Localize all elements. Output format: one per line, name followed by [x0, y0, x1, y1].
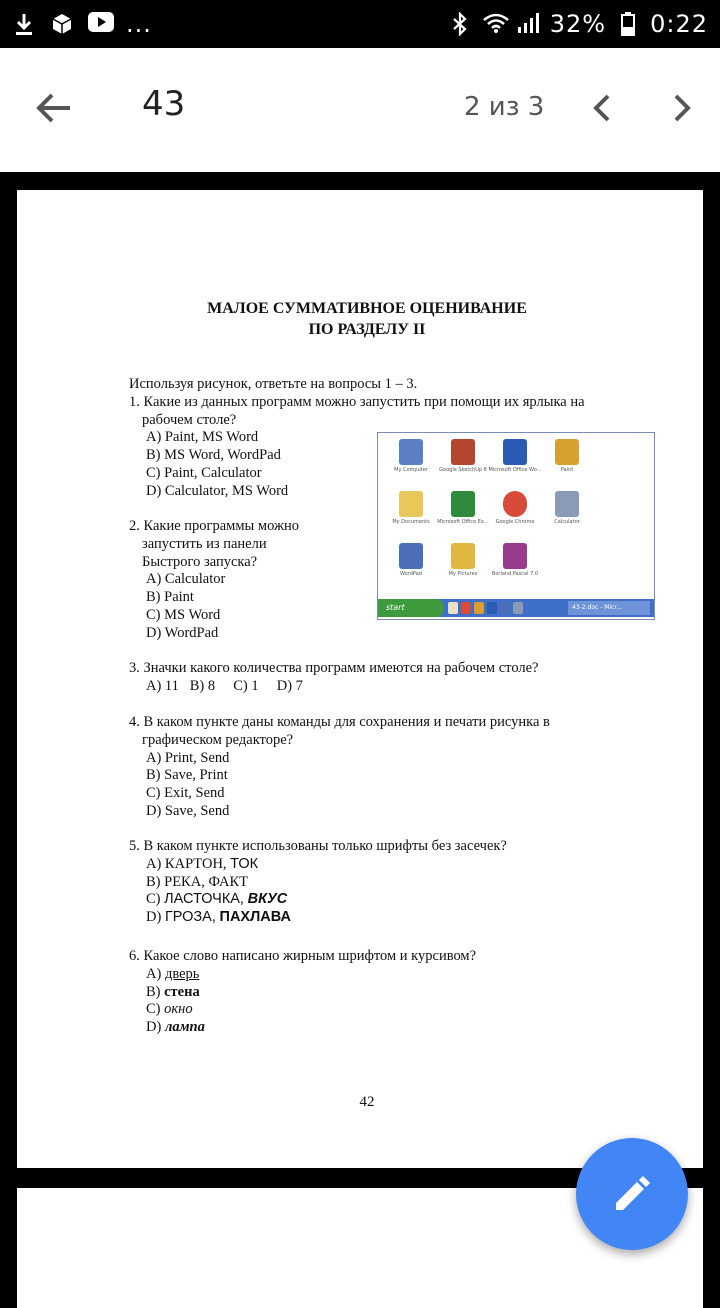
option-prefix: A) КАРТОН, [146, 855, 227, 872]
question-1-option: D) Calculator, MS Word [146, 482, 289, 499]
option-prefix: C) [146, 891, 161, 908]
question-5-block [129, 838, 507, 927]
icon-label: My Pictures [448, 571, 478, 577]
edit-fab-button[interactable] [576, 1138, 688, 1250]
document-title: 43 [142, 84, 186, 124]
desktop-icon-paint [540, 439, 594, 491]
icon-label: My Documents [392, 519, 430, 525]
question-3-options: A) 11 B) 8 C) 1 D) 7 [146, 677, 303, 694]
app-bar [0, 48, 720, 172]
folder-icon [399, 491, 423, 517]
desktop-icon-word [488, 439, 542, 491]
quick-launch-icon [461, 602, 471, 614]
signal-icon [516, 12, 540, 36]
document-page [17, 190, 703, 1168]
page-heading [17, 298, 717, 340]
question-6-option-c [129, 1001, 476, 1019]
question-2-option: B) Paint [146, 589, 194, 606]
next-page-button[interactable] [662, 88, 702, 128]
sans-word: ГРОЗА, [164, 909, 216, 926]
battery-percent: 32% [549, 10, 607, 38]
question-6-option-a [129, 966, 476, 984]
calculator-icon [555, 491, 579, 517]
sans-word: ЛАСТОЧКА, [164, 891, 244, 908]
pascal-icon [503, 543, 527, 569]
bold-word: стена [164, 983, 200, 1000]
quick-launch-icon [448, 602, 458, 614]
quick-launch-icon [487, 602, 497, 614]
wifi-icon [482, 12, 506, 36]
chrome-icon [503, 491, 527, 517]
start-button: start [378, 599, 444, 617]
quick-launch-icon [500, 602, 510, 614]
sans-bold-word: ПАХЛАВА [219, 909, 291, 926]
question-6-option-b [129, 984, 476, 1002]
quick-launch-icon [513, 602, 523, 614]
taskbar-item: 43-2.doc - Micr... [568, 601, 650, 615]
desktop-icon-my-documents [384, 491, 438, 543]
desktop-icon-my-pictures [436, 543, 490, 595]
question-2-text-cont: запустить из панели [142, 535, 267, 552]
desktop-icon-calculator [540, 491, 594, 543]
question-5-option-d [129, 909, 507, 927]
taskbar [378, 599, 654, 617]
desktop-icon-my-computer [384, 439, 438, 491]
intro-text: Используя рисунок, ответьте на вопросы 1 – 3. [129, 376, 418, 392]
icon-label: Calculator [554, 519, 580, 525]
question-4-option: B) Save, Print [146, 767, 228, 784]
question-5-option-c [129, 891, 507, 909]
option-prefix: C) [146, 1001, 161, 1018]
question-6-option-d [129, 1019, 476, 1037]
youtube-icon [88, 12, 112, 36]
question-3-text: 3. Значки какого количества программ имеются на рабочем столе? [129, 660, 539, 676]
sans-bold-italic-word: ВКУС [247, 891, 288, 908]
italic-word: окно [164, 1001, 193, 1018]
arrow-left-icon [32, 86, 76, 130]
bold-italic-word: лампа [164, 1019, 205, 1036]
battery-icon [616, 12, 640, 36]
question-2-option: A) Calculator [146, 571, 226, 588]
chevron-right-icon [662, 88, 702, 128]
question-1-option: B) MS Word, WordPad [146, 447, 281, 464]
icon-label: My Computer [394, 467, 428, 473]
sketchup-icon [451, 439, 475, 465]
question-6-text: 6. Какое слово написано жирным шрифтом и курсивом? [129, 948, 477, 964]
quick-launch-icon [474, 602, 484, 614]
pencil-icon [610, 1172, 654, 1216]
package-icon [50, 12, 74, 36]
page-indicator: 2 из 3 [464, 92, 545, 122]
desktop-icon-excel [436, 491, 490, 543]
paint-icon [555, 439, 579, 465]
question-6-block [129, 948, 476, 1037]
question-3-block [129, 660, 538, 696]
document-viewer[interactable] [0, 172, 720, 1280]
page-number: 42 [359, 1094, 375, 1110]
question-4-text-cont: графическом редакторе? [142, 731, 294, 748]
desktop-icon-pascal [488, 543, 542, 595]
icon-label: Paint [560, 467, 574, 473]
clock: 0:22 [650, 10, 708, 38]
option-prefix: A) [146, 965, 162, 982]
desktop-icon-wordpad [384, 543, 438, 595]
bluetooth-icon [448, 12, 472, 36]
question-1-text-cont: рабочем столе? [142, 411, 237, 428]
question-1-text: 1. Какие из данных программ можно запустить при помощи их ярлыка на [129, 393, 585, 410]
status-bar [0, 0, 720, 48]
icon-label: Google SketchUp 8 [439, 467, 487, 473]
previous-page-button[interactable] [584, 88, 624, 128]
desktop-icon-chrome [488, 491, 542, 543]
question-2-block [129, 518, 299, 643]
question-1-option: A) Paint, MS Word [146, 429, 259, 446]
option-prefix: D) [146, 909, 162, 926]
question-2-text-cont: Быстрого запуска? [142, 553, 258, 570]
underlined-word: дверь [164, 965, 200, 982]
computer-icon [399, 439, 423, 465]
quick-launch-bar [448, 602, 523, 614]
download-icon [12, 12, 36, 36]
icon-label: Borland Pascal 7.0 [491, 571, 539, 577]
question-4-option: D) Save, Send [146, 802, 230, 819]
back-button[interactable] [32, 86, 76, 130]
question-1-option: C) Paint, Calculator [146, 464, 262, 481]
chevron-left-icon [584, 88, 624, 128]
option-prefix: B) [146, 983, 161, 1000]
icon-label: Microsoft Office Ex... [437, 519, 489, 525]
question-5-text: 5. В каком пункте использованы только шрифты без засечек? [129, 838, 507, 854]
pictures-icon [451, 543, 475, 569]
wordpad-icon [399, 543, 423, 569]
question-5-option-a [129, 856, 507, 874]
excel-icon [451, 491, 475, 517]
desktop-icon-sketchup [436, 439, 490, 491]
question-2-option: D) WordPad [146, 624, 219, 641]
option-prefix: D) [146, 1019, 162, 1036]
heading-line-2: ПО РАЗДЕЛУ II [308, 321, 426, 338]
question-4-text: 4. В каком пункте даны команды для сохранения и печати рисунка в [129, 714, 550, 730]
icon-label: WordPad [400, 571, 422, 577]
question-4-option: C) Exit, Send [146, 785, 225, 802]
question-2-option: C) MS Word [146, 606, 221, 623]
desktop-screenshot [377, 432, 655, 620]
word-icon [503, 439, 527, 465]
question-4-option: A) Print, Send [146, 749, 230, 766]
heading-line-1: МАЛОЕ СУММАТИВНОЕ ОЦЕНИВАНИЕ [207, 300, 527, 317]
sans-word: ТОК [230, 855, 259, 872]
question-5-option-b: B) РЕКА, ФАКТ [146, 873, 248, 890]
question-4-block [129, 714, 627, 821]
notification-overflow: ... [126, 10, 152, 38]
icon-label: Microsoft Office Wo... [488, 467, 542, 473]
icon-label: Google Chrome [495, 519, 535, 525]
question-2-text: 2. Какие программы можно [129, 518, 299, 534]
